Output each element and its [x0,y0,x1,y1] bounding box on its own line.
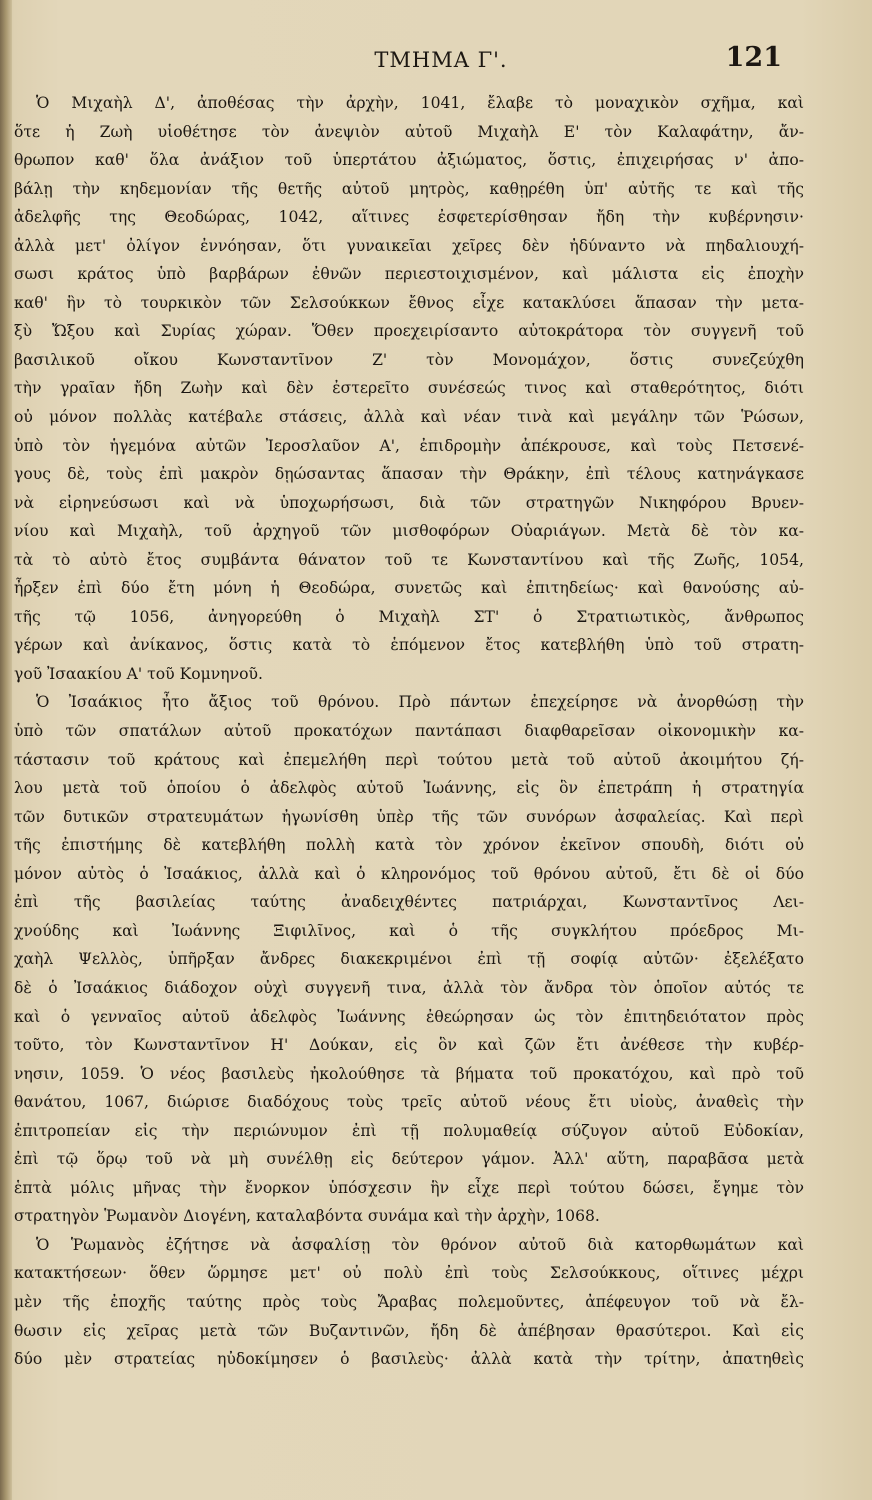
text-line: δύο μὲν στρατείας ηὐδοκίμησεν ὁ βασιλεὺς· ἀλλὰ κατὰ τὴν τρίτην, ἀπατηθεὶς [14,1350,804,1369]
text-line: λου μετὰ τοῦ ὁποίου ὁ ἀδελφὸς αὐτοῦ Ἰωάννης, εἰς ὃν ἐπετράπη ἡ στρατηγία [14,779,804,798]
text-line: ἦρξεν ἐπὶ δύο ἔτη μόνη ἡ Θεοδώρα, συνετῶς καὶ ἐπιτηδείως· καὶ θανούσης αὐ- [14,579,804,598]
text-line: ἐπὶ τῷ ὅρῳ τοῦ νὰ μὴ συνέλθῃ εἰς δεύτερον γάμον. Ἀλλ' αὕτη, παραβᾶσα μετὰ [14,1150,804,1169]
text-line: μὲν τῆς ἐποχῆς ταύτης πρὸς τοὺς Ἄραβας πολεμοῦντες, ἀπέφευγον τοῦ νὰ ἔλ- [14,1292,804,1311]
text-line: ἑπτὰ μόλις μῆνας τὴν ἔνορκον ὑπόσχεσιν ἣν εἶχε περὶ τούτου δώσει, ἔγημε τὸν [14,1178,804,1197]
text-line: τάστασιν τοῦ κράτους καὶ ἐπεμελήθη περὶ τούτου μετὰ τοῦ αὐτοῦ ἀκοιμήτου ζή- [14,750,804,769]
text-line: ὅτε ἡ Ζωὴ υἱοθέτησε τὸν ἀνεψιὸν αὐτοῦ Μιχαὴλ Ε' τὸν Καλαφάτην, ἄν- [14,122,804,141]
text-line: Ὁ Ἰσαάκιος ἦτο ἄξιος τοῦ θρόνου. Πρὸ πάντων ἐπεχείρησε νὰ ἀνορθώσῃ τὴν [36,693,804,712]
text-line: τὰ τὸ αὐτὸ ἔτος συμβάντα θάνατον τοῦ τε Κωνσταντίνου καὶ τῆς Ζωῆς, 1054, [14,550,804,569]
running-head: ΤΜΗΜΑ Γ'. [374,48,508,72]
text-line: θανάτου, 1067, διώρισε διαδόχους τοὺς τρεῖς αὐτοῦ νέους ἔτι υἱοὺς, ἀναθεὶς τὴν [14,1093,804,1112]
text-line: θρωπον καθ' ὅλα ἀνάξιον τοῦ ὑπερτάτου ἀξιώματος, ὅστις, ἐπιχειρήσας ν' ἀπο- [14,151,804,170]
text-line: σωσι κράτος ὑπὸ βαρβάρων ἐθνῶν περιεστοιχισμένον, καὶ μάλιστα εἰς ἐποχὴν [14,265,804,284]
page-number: 121 [725,42,782,73]
text-line: οὐ μόνον πολλὰς κατέβαλε στάσεις, ἀλλὰ καὶ νέαν τινὰ καὶ μεγάλην τῶν Ῥώσων, [14,408,804,427]
text-line: γέρων καὶ ἀνίκανος, ὅστις κατὰ τὸ ἑπόμενον ἔτος κατεβλήθη ὑπὸ τοῦ στρατη- [14,636,804,655]
text-line: γους δὲ, τοὺς ἐπὶ μακρὸν δῃώσαντας ἅπασαν τὴν Θράκην, ἐπὶ τέλους κατηνάγκασε [14,465,804,484]
text-line: Ὁ Ῥωμανὸς ἐζήτησε νὰ ἀσφαλίσῃ τὸν θρόνον αὐτοῦ διὰ κατορθωμάτων καὶ [36,1235,804,1254]
page-header [0,42,872,82]
text-line: καθ' ἣν τὸ τουρκικὸν τῶν Σελσούκκων ἔθνος εἶχε κατακλύσει ἅπασαν τὴν μετα- [14,293,804,312]
book-spine-shadow [0,0,12,1500]
text-line: βασιλικοῦ οἴκου Κωνσταντῖνον Ζ' τὸν Μονομάχον, ὅστις συνεζεύχθη [14,350,804,369]
text-line: δὲ ὁ Ἰσαάκιος διάδοχον οὐχὶ συγγενῆ τινα, ἀλλὰ τὸν ἄνδρα τὸν ὁποῖον αὐτός τε [14,978,804,997]
text-line: τὴν γραῖαν ἤδη Ζωὴν καὶ δὲν ἐστερεῖτο συνέσεώς τινος καὶ σταθερότητος, διότι [14,379,804,398]
text-line: κατακτήσεων· ὅθεν ὥρμησε μετ' οὐ πολὺ ἐπὶ τοὺς Σελσούκκους, οἵτινες μέχρι [14,1264,804,1283]
text-line: καὶ ὁ γενναῖος αὐτοῦ ἀδελφὸς Ἰωάννης ἐθεώρησαν ὡς τὸν ἐπιτηδειότατον πρὸς [14,1007,804,1026]
text-line: τῆς τῷ 1056, ἀνηγορεύθη ὁ Μιχαὴλ ΣΤ' ὁ Στρατιωτικὸς, ἄνθρωπος [14,607,804,626]
text-line: θωσιν εἰς χεῖρας μετὰ τῶν Βυζαντινῶν, ἤδη δὲ ἀπέβησαν θρασύτεροι. Καὶ εἰς [14,1321,804,1340]
text-line: ἐπιτροπείαν εἰς τὴν περιώνυμον ἐπὶ τῇ πολυμαθείᾳ σύζυγον αὐτοῦ Εὐδοκίαν, [14,1121,804,1140]
text-line: γοῦ Ἰσαακίου Α' τοῦ Κομνηνοῦ. [14,664,263,683]
text-line: βάλῃ τὴν κηδεμονίαν τῆς θετῆς αὐτοῦ μητρὸς, καθῃρέθη ὑπ' αὐτῆς τε καὶ τῆς [14,179,804,198]
text-line: χαὴλ Ψελλὸς, ὑπῆρξαν ἄνδρες διακεκριμένοι ἐπὶ τῇ σοφίᾳ αὐτῶν· ἐξελέξατο [14,950,804,969]
text-line: χνούδης καὶ Ἰωάννης Ξιφιλῖνος, καὶ ὁ τῆς συγκλήτου πρόεδρος Μι- [14,921,804,940]
text-line: ἀδελφῆς της Θεοδώρας, 1042, αἵτινες ἐσφετερίσθησαν ἤδη τὴν κυβέρνησιν· [14,208,804,227]
text-line: ἀλλὰ μετ' ὀλίγον ἐννόησαν, ὅτι γυναικεῖαι χεῖρες δὲν ἠδύναντο νὰ πηδαλιουχή- [14,236,804,255]
text-line: ὑπὸ τὸν ἡγεμόνα αὐτῶν Ἰεροσλαῦον Α', ἐπιδρομὴν ἀπέκρουσε, καὶ τοὺς Πετσενέ- [14,436,804,455]
text-line: ξὺ Ὤξου καὶ Συρίας χώραν. Ὅθεν προεχειρίσαντο αὐτοκράτορα τὸν συγγενῆ τοῦ [14,322,804,341]
text-line: μόνον αὐτὸς ὁ Ἰσαάκιος, ἀλλὰ καὶ ὁ κληρονόμος τοῦ θρόνου αὐτοῦ, ἔτι δὲ οἱ δύο [14,864,804,883]
text-line: τοῦτο, τὸν Κωνσταντῖνον Η' Δούκαν, εἰς ὃν καὶ ζῶν ἔτι ἀνέθεσε τὴν κυβέρ- [14,1036,804,1055]
text-line: νὰ εἰρηνεύσωσι καὶ νὰ ὑποχωρήσωσι, διὰ τῶν στρατηγῶν Νικηφόρου Βρυεν- [14,493,804,512]
text-line: τῆς ἐπιστήμης δὲ κατεβλήθη πολλὴ κατὰ τὸν χρόνον ἐκεῖνον σπουδὴ, διότι οὐ [14,836,804,855]
text-line: ὑπὸ τῶν σπατάλων αὐτοῦ προκατόχων παντάπασι διαφθαρεῖσαν οἰκονομικὴν κα- [14,722,804,741]
body-text [14,89,804,1374]
text-line: νίου καὶ Μιχαὴλ, τοῦ ἀρχηγοῦ τῶν μισθοφόρων Οὐαριάγων. Μετὰ δὲ τὸν κα- [14,522,804,541]
text-line: Ὁ Μιχαὴλ Δ', ἀποθέσας τὴν ἀρχὴν, 1041, ἔλαβε τὸ μοναχικὸν σχῆμα, καὶ [36,94,804,112]
text-line: στρατηγὸν Ῥωμανὸν Διογένη, καταλαβόντα συνάμα καὶ τὴν ἀρχὴν, 1068. [14,1207,600,1226]
text-line: τῶν δυτικῶν στρατευμάτων ἠγωνίσθη ὑπὲρ τῆς τῶν συνόρων ἀσφαλείας. Καὶ περὶ [14,807,804,826]
text-line: νησιν, 1059. Ὁ νέος βασιλεὺς ἠκολούθησε τὰ βήματα τοῦ προκατόχου, καὶ πρὸ τοῦ [14,1064,804,1083]
text-line: ἐπὶ τῆς βασιλείας ταύτης ἀναδειχθέντες πατριάρχαι, Κωνσταντῖνος Λει- [14,893,804,912]
